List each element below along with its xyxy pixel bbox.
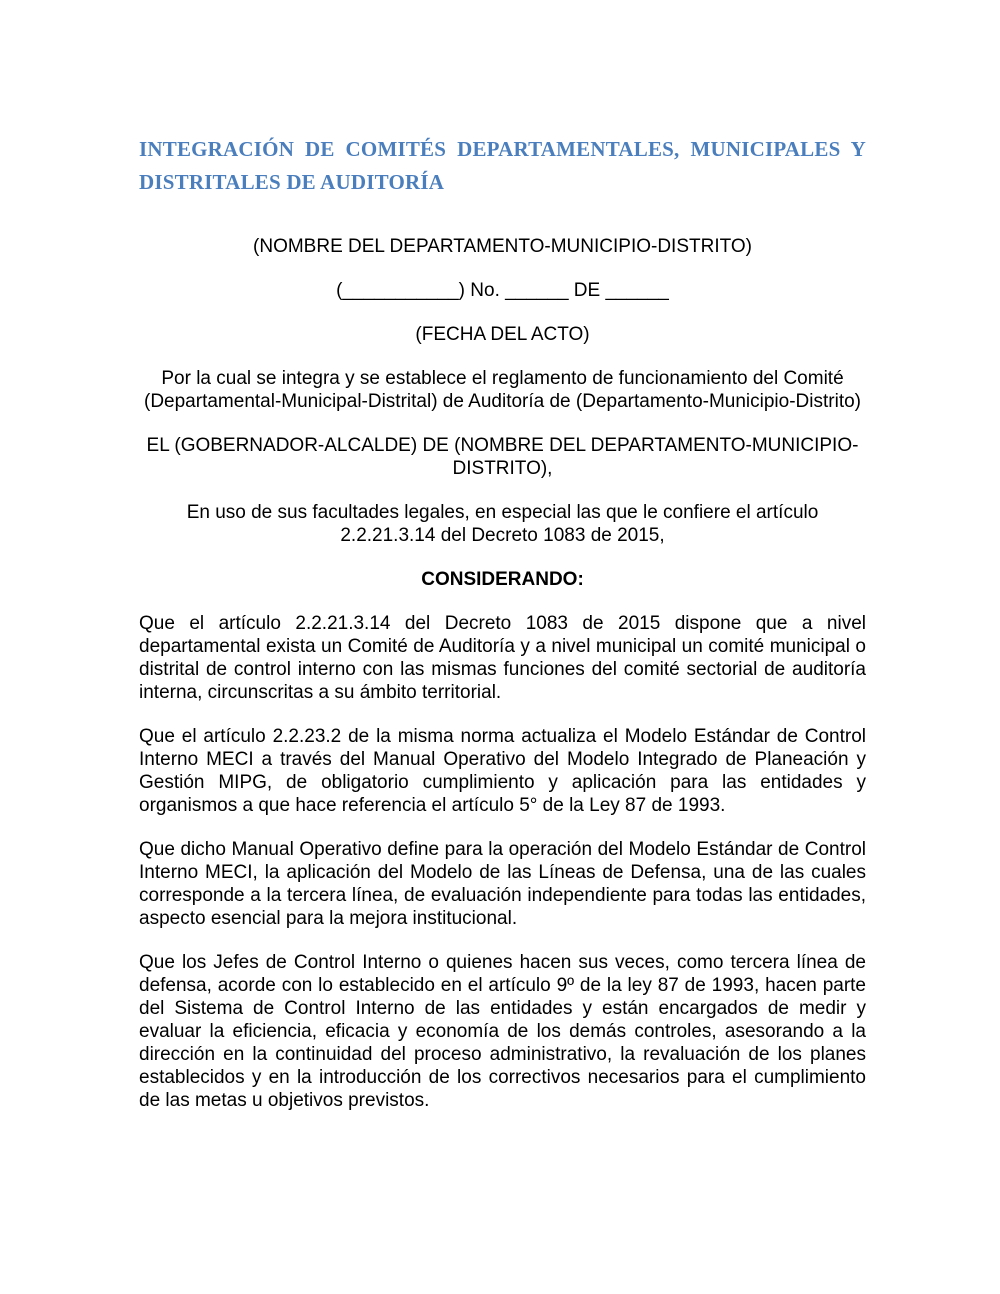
recital-paragraph-1: Que el artículo 2.2.21.3.14 del Decreto 1083 de 2015 dispone que a nivel departamental exista un Comité de Auditoría y a nivel municipal un comité municipal o distrital de control interno con las mismas funciones del comité sectorial de auditoría interna, circunscritas a su ámbito territorial. xyxy=(139,613,866,703)
issuer-line: EL (GOBERNADOR-ALCALDE) DE (NOMBRE DEL DEPARTAMENTO-MUNICIPIO-DISTRITO), xyxy=(146,435,859,479)
recital-paragraph-2: Que el artículo 2.2.23.2 de la misma norma actualiza el Modelo Estándar de Control Interno MECI a través del Manual Operativo del Modelo Integrado de Planeación y Gestión MIPG, de obligatorio cumplimiento y aplicación para las entidades y organismos a que hace referencia el artículo 5° de la Ley 87 de 1993. xyxy=(139,726,866,816)
recital-paragraph-3: Que dicho Manual Operativo define para la operación del Modelo Estándar de Control Interno MECI, la aplicación del Modelo de las Líneas de Defensa, una de las cuales corresponde a la tercera línea, de evaluación independiente para todas las entidades, aspecto esencial para la mejora institucional. xyxy=(139,839,866,929)
document-title-line-1: INTEGRACIÓN DE COMITÉS DEPARTAMENTALES, MUNICIPALES Y xyxy=(139,137,866,161)
document-title-line-2: DISTRITALES DE AUDITORÍA xyxy=(139,170,445,194)
legal-basis-paragraph: En uso de sus facultades legales, en especial las que le confiere el artículo 2.2.21.3.14 del Decreto 1083 de 2015, xyxy=(186,502,819,546)
act-date-line: (FECHA DEL ACTO) xyxy=(415,324,590,345)
considerando-heading: CONSIDERANDO: xyxy=(421,569,584,590)
act-number-line: (___________) No. ______ DE ______ xyxy=(336,280,669,301)
entity-name-line: (NOMBRE DEL DEPARTAMENTO-MUNICIPIO-DISTRITO) xyxy=(253,236,752,257)
document-title xyxy=(139,133,866,199)
recital-paragraph-4: Que los Jefes de Control Interno o quienes hacen sus veces, como tercera línea de defensa, acorde con lo establecido en el artículo 9º de la ley 87 de 1993, hacen parte del Sistema de Control Interno de las entidades y están encargados de medir y evaluar la eficiencia, eficacia y economía de los demás controles, asesorando a la dirección en la continuidad del proceso administrativo, la revaluación de los planes establecidos y en la introducción de los correctivos necesarios para el cumplimiento de las metas u objetivos previstos. xyxy=(139,952,866,1111)
document-content xyxy=(139,133,866,1133)
purpose-paragraph: Por la cual se integra y se establece el reglamento de funcionamiento del Comité (Departamental-Municipal-Distrital) de Auditoría de (Departamento-Municipio-Distrito) xyxy=(144,368,861,412)
